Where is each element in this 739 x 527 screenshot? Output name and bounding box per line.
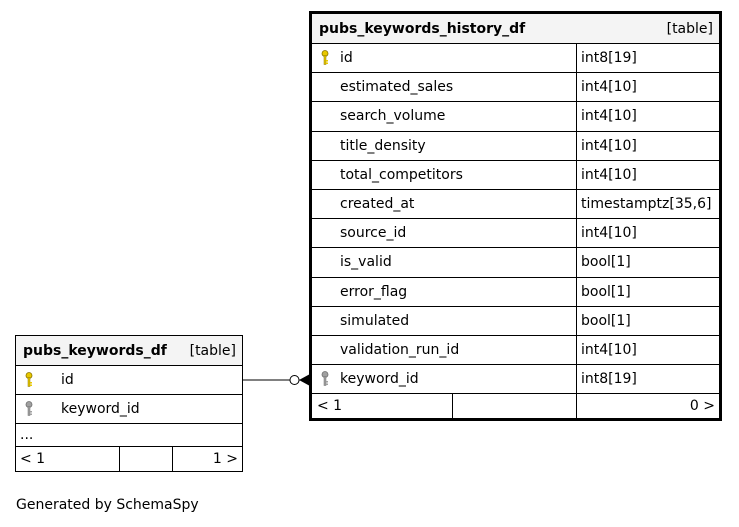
keywords-column-name: id (61, 372, 74, 389)
history-column-row[interactable] (312, 132, 719, 161)
history-footer-middle (453, 394, 577, 418)
history-column-name: error_flag (340, 283, 408, 300)
history-column-name: search_volume (340, 108, 446, 125)
history-column-name: source_id (340, 225, 407, 242)
empty-icon-slot (320, 166, 340, 184)
history-column-name-cell (312, 248, 577, 276)
history-column-type: bool[1] (581, 254, 631, 271)
history-column-name-cell (312, 307, 577, 335)
empty-icon-slot (320, 283, 340, 301)
empty-icon-slot (320, 195, 340, 213)
keywords-ellipsis: ... (20, 427, 34, 444)
history-column-name: is_valid (340, 254, 392, 271)
history-column-name-cell (312, 132, 577, 160)
history-column-type: int4[10] (581, 341, 637, 358)
history-column-name: title_density (340, 137, 426, 154)
history-column-row[interactable] (312, 248, 719, 277)
empty-icon-slot (320, 137, 340, 155)
history-column-name: total_competitors (340, 166, 463, 183)
keywords-footer-left[interactable]: < 1 (16, 447, 120, 471)
history-column-name-cell (312, 102, 577, 130)
keywords-column-row[interactable] (16, 395, 242, 424)
keywords-column-name-cell (16, 366, 74, 394)
keywords-table-kind: [table] (189, 342, 236, 359)
keywords-table-name[interactable]: pubs_keywords_df (23, 342, 167, 359)
history-column-row[interactable] (312, 219, 719, 248)
keywords-table[interactable] (15, 335, 243, 472)
history-column-type: int4[10] (581, 225, 637, 242)
history-column-type: int4[10] (581, 108, 637, 125)
history-column-type: int4[10] (581, 137, 637, 154)
keywords-table-ellipsis-row (16, 424, 242, 447)
keywords-footer-right[interactable]: 1 > (212, 451, 238, 468)
empty-icon-slot (320, 253, 340, 271)
history-column-name-cell (312, 278, 577, 306)
history-column-name-cell (312, 365, 577, 393)
key-icon-gold (24, 371, 61, 389)
keywords-table-footer (16, 447, 242, 471)
empty-icon-slot (320, 341, 340, 359)
keywords-table-header (16, 336, 242, 366)
keywords-table-columns (16, 366, 242, 424)
history-column-type: timestamptz[35,6] (581, 196, 712, 213)
history-table-kind: [table] (666, 20, 713, 37)
history-column-name-cell (312, 336, 577, 364)
history-column-type: int4[10] (581, 166, 637, 183)
history-column-row[interactable] (312, 73, 719, 102)
empty-icon-slot (320, 78, 340, 96)
history-column-row[interactable] (312, 365, 719, 394)
generated-by-label: Generated by SchemaSpy (16, 497, 199, 513)
history-column-type: bool[1] (581, 283, 631, 300)
history-table-header (312, 14, 719, 44)
history-column-name-cell (312, 73, 577, 101)
history-footer-right[interactable]: 0 > (689, 398, 715, 415)
history-column-name-cell (312, 161, 577, 189)
keywords-column-name-cell (16, 395, 140, 423)
empty-icon-slot (320, 224, 340, 242)
history-table[interactable] (309, 11, 722, 421)
history-column-name: estimated_sales (340, 79, 454, 96)
history-column-row[interactable] (312, 44, 719, 73)
history-column-name-cell (312, 190, 577, 218)
history-column-name-cell (312, 219, 577, 247)
key-icon-gray (24, 400, 61, 418)
empty-icon-slot (320, 107, 340, 125)
history-column-type: int8[19] (581, 371, 637, 388)
history-column-name: simulated (340, 312, 410, 329)
keywords-column-row[interactable] (16, 366, 242, 395)
history-column-row[interactable] (312, 336, 719, 365)
history-column-name: keyword_id (340, 371, 419, 388)
history-column-type: int4[10] (581, 79, 637, 96)
history-table-footer (312, 394, 719, 418)
history-column-row[interactable] (312, 278, 719, 307)
history-column-name: validation_run_id (340, 341, 460, 358)
history-column-row[interactable] (312, 161, 719, 190)
history-column-row[interactable] (312, 102, 719, 131)
history-column-row[interactable] (312, 190, 719, 219)
key-icon-gold (320, 49, 340, 67)
keywords-footer-middle (120, 447, 173, 471)
history-footer-left[interactable]: < 1 (312, 394, 453, 418)
history-column-type: bool[1] (581, 312, 631, 329)
history-column-name: id (340, 50, 353, 67)
keywords-column-name: keyword_id (61, 401, 140, 418)
key-icon-gray (320, 370, 340, 388)
history-table-columns (312, 44, 719, 394)
history-column-row[interactable] (312, 307, 719, 336)
history-column-type: int8[19] (581, 50, 637, 67)
history-column-name: created_at (340, 196, 415, 213)
history-column-name-cell (312, 44, 577, 72)
empty-icon-slot (320, 312, 340, 330)
history-table-name[interactable]: pubs_keywords_history_df (319, 20, 526, 37)
